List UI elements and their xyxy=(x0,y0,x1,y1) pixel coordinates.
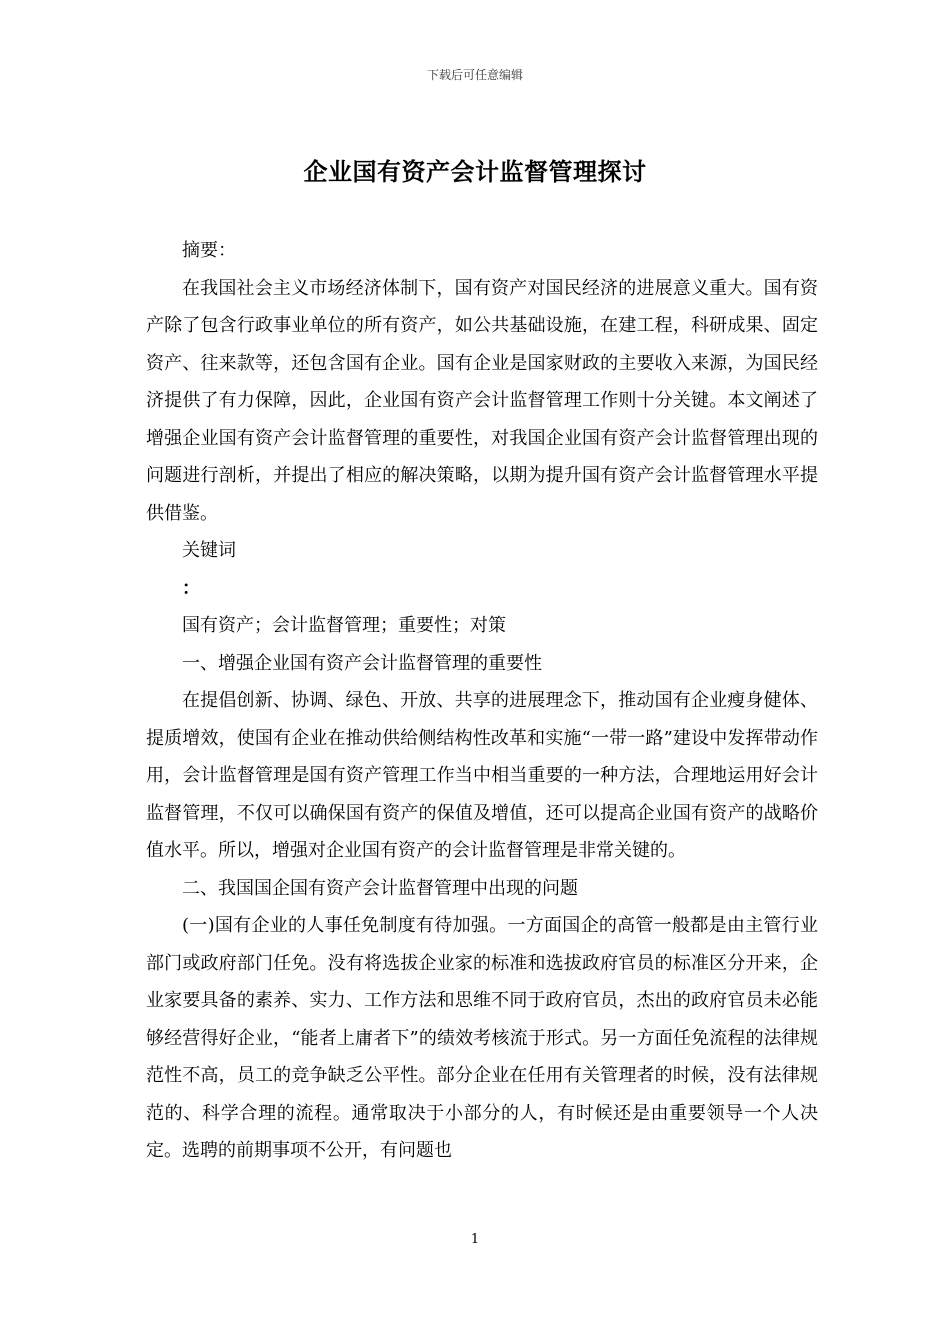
abstract-paragraph: 在我国社会主义市场经济体制下，国有资产对国民经济的进展意义重大。国有资产除了包含行政事业单位的所有资产，如公共基础设施，在建工程，科研成果、固定资产、往来款等，还包含国有企业。国有企业是国家财政的主要收入来源，为国民经济提供了有力保障，因此，企业国有资产会计监督管理工作则十分关键。本文阐述了增强企业国有资产会计监督管理的重要性，对我国企业国有资产会计监督管理出现的问题进行剖析，并提出了相应的解决策略，以期为提升国有资产会计监督管理水平提供借鉴。 xyxy=(146,277,818,524)
keywords-text: 国有资产；会计监督管理；重要性；对策 xyxy=(182,615,506,636)
keywords-colon: ： xyxy=(182,577,200,599)
section2-heading: 二、我国国企国有资产会计监督管理中出现的问题 xyxy=(182,877,578,899)
section2-paragraph: (一)国有企业的人事任免制度有待加强。一方面国企的高管一般都是由主管行业部门或政府部门任免。没有将选拔企业家的标准和选拔政府官员的标准区分开来，企业家要具备的素养、实力、工作方法和思维不同于政府官员，杰出的政府官员未必能够经营得好企业，“能者上庸者下”的绩效考核流于形式。另一方面任免流程的法律规范性不高，员工的竞争缺乏公平性。部分企业在任用有关管理者的时候，没有法律规范的、科学合理的流程。通常取决于小部分的人，有时候还是由重要领导一个人决定。选聘的前期事项不公开，有问题也 xyxy=(146,915,818,1161)
abstract-label: 摘要： xyxy=(182,240,236,261)
section1-paragraph: 在提倡创新、协调、绿色、开放、共享的进展理念下，推动国有企业瘦身健体、提质增效，使国有企业在推动供给侧结构性改革和实施“一带一路”建设中发挥带动作用，会计监督管理是国有资产管理工作当中相当重要的一种方法，合理地运用好会计监督管理，不仅可以确保国有资产的保值及增值，还可以提高企业国有资产的战略价值水平。所以，增强对企业国有资产的会计监督管理是非常关键的。 xyxy=(146,690,818,861)
keywords-label: 关键词 xyxy=(182,540,236,561)
section1-heading: 一、增强企业国有资产会计监督管理的重要性 xyxy=(182,652,542,674)
document-title: 企业国有资产会计监督管理探讨 xyxy=(303,157,647,186)
page-header: 下载后可任意编辑 xyxy=(426,68,523,82)
page-number: 1 xyxy=(470,1232,480,1247)
document-body xyxy=(146,232,818,1170)
